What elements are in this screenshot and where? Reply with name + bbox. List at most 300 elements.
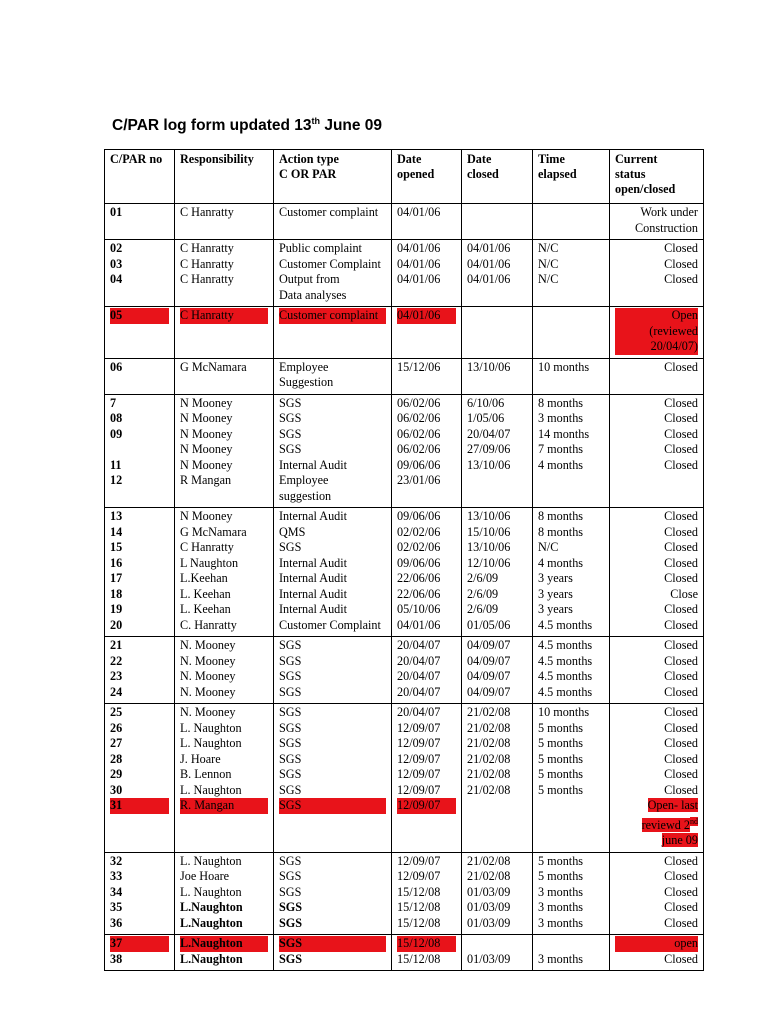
- closed-line: 13/10/06: [467, 457, 511, 472]
- action-line: SGS: [279, 684, 302, 699]
- resp-line: R Mangan: [180, 473, 232, 487]
- resp-line: N. Mooney: [180, 705, 236, 719]
- action-line: SGS: [279, 869, 302, 884]
- date-opened-cell: [392, 240, 462, 307]
- action-line: SGS: [279, 782, 302, 797]
- closed-line: 04/01/06: [467, 241, 511, 255]
- action-line: SGS: [279, 751, 302, 766]
- date-opened-cell: [392, 637, 462, 704]
- elapsed-line: 3 years: [538, 571, 573, 585]
- opened-line: 22/06/06: [397, 586, 441, 601]
- closed-line: 04/09/07: [467, 653, 511, 668]
- opened-line: 04/01/06: [397, 256, 441, 271]
- closed-line: 04/09/07: [467, 684, 511, 699]
- closed-line: 13/10/06: [467, 509, 511, 523]
- cpar-no-cell: [105, 307, 175, 359]
- no-line: 24: [110, 684, 123, 699]
- date-opened-cell: [392, 204, 462, 240]
- status-line: 20/04/07): [615, 339, 698, 355]
- status-line: Open- last: [647, 798, 698, 812]
- action-line: SGS: [279, 720, 302, 735]
- closed-line: 12/10/06: [467, 555, 511, 570]
- date-opened-cell: [392, 394, 462, 508]
- status-cell: [610, 935, 704, 971]
- elapsed-line: 3 months: [538, 951, 584, 966]
- opened-line: 04/01/06: [397, 241, 441, 255]
- opened-line: 12/09/07: [397, 798, 456, 814]
- no-line: 09: [110, 426, 123, 441]
- action-line: Internal Audit: [279, 457, 348, 472]
- status-line: Closed: [664, 869, 698, 884]
- status-line: Closed: [664, 602, 698, 616]
- status-line: Closed: [664, 359, 698, 374]
- table-row: [105, 704, 704, 853]
- resp-line: N Mooney: [180, 442, 233, 456]
- cpar-no-cell: [105, 852, 175, 935]
- status-line: Closed: [664, 395, 698, 410]
- header-cpar-no: C/PAR no: [105, 150, 175, 204]
- no-line: 14: [110, 524, 123, 539]
- action-line: Internal Audit: [279, 509, 348, 523]
- no-line: 18: [110, 586, 123, 601]
- no-line: 22: [110, 653, 123, 668]
- status-cell: [610, 852, 704, 935]
- resp-line: L. Naughton: [180, 720, 242, 735]
- time-elapsed-cell: [533, 852, 610, 935]
- closed-line: 01/03/09: [467, 900, 511, 915]
- action-line: Output from: [279, 272, 340, 286]
- time-elapsed-cell: [533, 508, 610, 637]
- closed-line: 27/09/06: [467, 442, 511, 456]
- date-opened-cell: [392, 704, 462, 853]
- table-row: [105, 935, 704, 971]
- opened-line: 12/09/07: [397, 853, 441, 868]
- action-line: SGS: [279, 884, 302, 899]
- no-line: 25: [110, 705, 123, 719]
- action-line: SGS: [279, 900, 303, 915]
- closed-line: 21/02/08: [467, 705, 511, 719]
- responsibility-cell: [175, 508, 274, 637]
- closed-line: 21/02/08: [467, 869, 511, 884]
- no-line: 33: [110, 869, 123, 884]
- no-line: 13: [110, 509, 123, 523]
- closed-line: 21/02/08: [467, 736, 511, 750]
- action-line: SGS: [279, 853, 302, 868]
- opened-line: 15/12/08: [397, 884, 441, 899]
- no-line: 16: [110, 555, 123, 570]
- elapsed-line: 4.5 months: [538, 684, 593, 699]
- date-opened-cell: [392, 358, 462, 394]
- resp-line: N Mooney: [180, 457, 233, 472]
- opened-line: 05/10/06: [397, 602, 441, 616]
- responsibility-cell: [175, 704, 274, 853]
- resp-line: B. Lennon: [180, 767, 232, 781]
- header-date-opened: Date opened: [392, 150, 462, 204]
- time-elapsed-cell: [533, 358, 610, 394]
- opened-line: 04/01/06: [397, 272, 441, 286]
- status-line: Closed: [664, 241, 698, 255]
- elapsed-line: 8 months: [538, 524, 584, 539]
- action-line: Employee: [279, 473, 329, 487]
- status-line: Open: [615, 308, 698, 324]
- opened-line: 23/01/06: [397, 473, 441, 487]
- date-closed-cell: [462, 935, 533, 971]
- status-line: Construction: [635, 220, 698, 235]
- header-time-elapsed: Time elapsed: [533, 150, 610, 204]
- status-line: Closed: [664, 669, 698, 683]
- closed-line: 21/02/08: [467, 853, 511, 868]
- status-line: Closed: [664, 540, 698, 554]
- no-line: 12: [110, 473, 123, 487]
- resp-line: G McNamara: [180, 524, 247, 539]
- closed-line: 2/6/09: [467, 602, 499, 616]
- elapsed-line: 3 years: [538, 602, 573, 616]
- resp-line: L.Naughton: [180, 915, 243, 930]
- action-type-cell: [274, 240, 392, 307]
- action-line: SGS: [279, 540, 302, 554]
- resp-line: N Mooney: [180, 395, 233, 410]
- resp-line: N Mooney: [180, 411, 233, 425]
- responsibility-cell: [175, 204, 274, 240]
- status-line: Closed: [664, 782, 698, 797]
- no-line: 04: [110, 272, 123, 286]
- no-line: 34: [110, 884, 123, 899]
- status-line: Closed: [664, 720, 698, 735]
- status-line: Closed: [664, 571, 698, 585]
- date-closed-cell: [462, 307, 533, 359]
- opened-line: 12/09/07: [397, 767, 441, 781]
- resp-line: L. Naughton: [180, 782, 242, 797]
- elapsed-line: 3 months: [538, 411, 584, 425]
- status-line: Closed: [664, 915, 698, 930]
- elapsed-line: 10 months: [538, 359, 590, 374]
- action-line: SGS: [279, 798, 386, 814]
- resp-line: N Mooney: [180, 509, 233, 523]
- no-line: 15: [110, 540, 123, 554]
- table-row: [105, 508, 704, 637]
- action-line: SGS: [279, 915, 303, 930]
- resp-line: N. Mooney: [180, 653, 236, 668]
- action-line: SGS: [279, 951, 303, 966]
- status-cell: [610, 358, 704, 394]
- date-closed-cell: [462, 240, 533, 307]
- cpar-no-cell: [105, 204, 175, 240]
- opened-line: 20/04/07: [397, 684, 441, 699]
- table-row: [105, 852, 704, 935]
- responsibility-cell: [175, 637, 274, 704]
- status-line: Closed: [664, 509, 698, 523]
- status-line: (reviewed: [615, 324, 698, 340]
- opened-line: 15/12/08: [397, 915, 441, 930]
- action-line: SGS: [279, 426, 302, 441]
- opened-line: 12/09/07: [397, 782, 441, 797]
- closed-line: 01/05/06: [467, 617, 511, 632]
- opened-line: 02/02/06: [397, 540, 441, 554]
- elapsed-line: 4.5 months: [538, 669, 593, 683]
- no-line: 03: [110, 256, 123, 271]
- no-line: 26: [110, 720, 123, 735]
- no-line: 37: [110, 936, 169, 952]
- table-row: [105, 394, 704, 508]
- no-line: 27: [110, 736, 123, 750]
- resp-line: L.Naughton: [180, 900, 243, 915]
- opened-line: 12/09/07: [397, 869, 441, 884]
- resp-line: C Hanratty: [180, 272, 234, 286]
- status-line: Closed: [664, 653, 698, 668]
- elapsed-line: 3 months: [538, 900, 584, 915]
- closed-line: 15/10/06: [467, 524, 511, 539]
- action-type-cell: [274, 852, 392, 935]
- action-line: SGS: [279, 705, 302, 719]
- date-closed-cell: [462, 358, 533, 394]
- closed-line: 04/09/07: [467, 669, 511, 683]
- resp-line: C Hanratty: [180, 540, 234, 554]
- header-status: Current status open/closed: [610, 150, 704, 204]
- action-line: Internal Audit: [279, 571, 348, 585]
- status-line: Closed: [664, 411, 698, 425]
- opened-line: 20/04/07: [397, 653, 441, 668]
- time-elapsed-cell: [533, 204, 610, 240]
- status-cell: [610, 204, 704, 240]
- cpar-no-cell: [105, 358, 175, 394]
- responsibility-cell: [175, 240, 274, 307]
- action-line: Customer Complaint: [279, 256, 381, 271]
- action-line: Data analyses: [279, 287, 347, 302]
- date-closed-cell: [462, 637, 533, 704]
- resp-line: J. Hoare: [180, 751, 221, 766]
- elapsed-line: [538, 936, 604, 952]
- resp-line: L.Naughton: [180, 936, 268, 952]
- resp-line: N. Mooney: [180, 684, 236, 699]
- status-line: Closed: [664, 272, 698, 286]
- resp-line: C Hanratty: [180, 205, 234, 219]
- status-line: Closed: [664, 884, 698, 899]
- elapsed-line: 5 months: [538, 767, 584, 781]
- action-line: Customer complaint: [279, 205, 379, 219]
- no-line: 23: [110, 669, 123, 683]
- action-line: Internal Audit: [279, 555, 348, 570]
- page-title: C/PAR log form updated 13th June 09: [112, 116, 383, 135]
- closed-line: 01/03/09: [467, 915, 511, 930]
- status-line: Closed: [664, 524, 698, 539]
- no-line: 02: [110, 241, 123, 255]
- table-row: [105, 307, 704, 359]
- status-cell: [610, 704, 704, 853]
- action-line: Internal Audit: [279, 602, 348, 616]
- time-elapsed-cell: [533, 704, 610, 853]
- status-line: Closed: [664, 442, 698, 456]
- no-line: [110, 442, 169, 458]
- closed-line: 1/05/06: [467, 411, 505, 425]
- opened-line: 04/01/06: [397, 617, 441, 632]
- table-row: [105, 240, 704, 307]
- resp-line: N Mooney: [180, 426, 233, 441]
- elapsed-line: 5 months: [538, 869, 584, 884]
- no-line: 20: [110, 617, 123, 632]
- action-line: Employee: [279, 359, 329, 374]
- action-line: Customer Complaint: [279, 617, 381, 632]
- resp-line: L. Naughton: [180, 736, 242, 750]
- time-elapsed-cell: [533, 240, 610, 307]
- action-line: suggestion: [279, 488, 332, 503]
- elapsed-line: 3 months: [538, 915, 584, 930]
- action-line: SGS: [279, 411, 302, 425]
- closed-line: 01/03/09: [467, 951, 511, 966]
- status-line: Closed: [664, 684, 698, 699]
- no-line: 21: [110, 638, 123, 652]
- resp-line: N. Mooney: [180, 669, 236, 683]
- time-elapsed-cell: [533, 394, 610, 508]
- action-line: Suggestion: [279, 375, 334, 389]
- closed-line: 21/02/08: [467, 767, 511, 781]
- resp-line: Joe Hoare: [180, 869, 230, 884]
- action-type-cell: [274, 704, 392, 853]
- no-line: 19: [110, 602, 123, 616]
- elapsed-line: 5 months: [538, 736, 584, 750]
- status-line: reviewd 2nd: [641, 816, 698, 832]
- resp-line: N. Mooney: [180, 638, 236, 652]
- header-date-closed: Date closed: [462, 150, 533, 204]
- opened-line: 04/01/06: [397, 308, 456, 324]
- elapsed-line: 8 months: [538, 509, 584, 523]
- closed-line: 13/10/06: [467, 359, 511, 374]
- elapsed-line: 3 months: [538, 884, 584, 899]
- opened-line: 06/02/06: [397, 442, 441, 456]
- action-line: SGS: [279, 736, 302, 750]
- no-line: 06: [110, 359, 123, 374]
- responsibility-cell: [175, 394, 274, 508]
- action-line: SGS: [279, 442, 302, 456]
- closed-line: 01/03/09: [467, 884, 511, 899]
- action-line: SGS: [279, 936, 386, 952]
- opened-line: 22/06/06: [397, 571, 441, 585]
- date-opened-cell: [392, 852, 462, 935]
- opened-line: 02/02/06: [397, 524, 441, 539]
- action-type-cell: [274, 358, 392, 394]
- status-line: Closed: [664, 853, 698, 868]
- time-elapsed-cell: [533, 935, 610, 971]
- status-line: Closed: [664, 900, 698, 915]
- closed-line: 04/01/06: [467, 256, 511, 271]
- status-cell: [610, 240, 704, 307]
- elapsed-line: N/C: [538, 540, 559, 554]
- resp-line: L. Naughton: [180, 853, 242, 868]
- no-line: 01: [110, 205, 123, 219]
- resp-line: C. Hanratty: [180, 617, 237, 632]
- closed-line: 21/02/08: [467, 782, 511, 797]
- no-line: 08: [110, 411, 123, 425]
- status-line: Closed: [664, 457, 698, 472]
- date-closed-cell: [462, 508, 533, 637]
- elapsed-line: 10 months: [538, 705, 590, 719]
- closed-line: 20/04/07: [467, 426, 511, 441]
- cpar-no-cell: [105, 240, 175, 307]
- status-line: Closed: [664, 426, 698, 441]
- time-elapsed-cell: [533, 637, 610, 704]
- date-opened-cell: [392, 307, 462, 359]
- elapsed-line: 4 months: [538, 555, 584, 570]
- opened-line: 04/01/06: [397, 205, 441, 219]
- cpar-log-table: [104, 149, 704, 971]
- status-line: Closed: [664, 256, 698, 271]
- cpar-no-cell: [105, 935, 175, 971]
- action-line: SGS: [279, 638, 302, 652]
- no-line: 28: [110, 751, 123, 766]
- elapsed-line: N/C: [538, 256, 559, 271]
- elapsed-line: 14 months: [538, 426, 590, 441]
- status-line: Close: [670, 586, 698, 601]
- action-line: SGS: [279, 767, 302, 781]
- resp-line: R. Mangan: [180, 798, 268, 814]
- closed-line: 21/02/08: [467, 751, 511, 766]
- status-line: Closed: [664, 951, 698, 966]
- responsibility-cell: [175, 358, 274, 394]
- action-type-cell: [274, 204, 392, 240]
- cpar-no-cell: [105, 637, 175, 704]
- status-line: june 09: [661, 833, 698, 848]
- opened-line: 20/04/07: [397, 638, 441, 652]
- opened-line: 15/12/08: [397, 951, 441, 966]
- elapsed-line: 4 months: [538, 457, 584, 472]
- action-type-cell: [274, 508, 392, 637]
- action-type-cell: [274, 394, 392, 508]
- date-closed-cell: [462, 852, 533, 935]
- action-type-cell: [274, 637, 392, 704]
- responsibility-cell: [175, 307, 274, 359]
- opened-line: 06/02/06: [397, 395, 441, 410]
- elapsed-line: 8 months: [538, 395, 584, 410]
- status-line: Closed: [664, 736, 698, 750]
- closed-line: 04/09/07: [467, 638, 511, 652]
- resp-line: L Naughton: [180, 555, 239, 570]
- status-line: Closed: [664, 617, 698, 632]
- elapsed-line: 5 months: [538, 782, 584, 797]
- no-line: 36: [110, 915, 123, 930]
- status-line: open: [615, 936, 698, 952]
- status-line: Closed: [664, 705, 698, 719]
- responsibility-cell: [175, 852, 274, 935]
- date-opened-cell: [392, 508, 462, 637]
- elapsed-line: 5 months: [538, 720, 584, 735]
- resp-line: G McNamara: [180, 359, 247, 374]
- status-cell: [610, 637, 704, 704]
- status-line: Closed: [664, 767, 698, 781]
- resp-line: L. Keehan: [180, 586, 231, 601]
- action-type-cell: [274, 935, 392, 971]
- status-line: Closed: [664, 751, 698, 766]
- no-line: 05: [110, 308, 169, 324]
- no-line: 17: [110, 571, 123, 585]
- cpar-no-cell: [105, 394, 175, 508]
- elapsed-line: 4.5 months: [538, 617, 593, 632]
- opened-line: 06/02/06: [397, 426, 441, 441]
- opened-line: 20/04/07: [397, 705, 441, 719]
- status-line: Closed: [664, 555, 698, 570]
- header-action-type: Action type C OR PAR: [274, 150, 392, 204]
- table-row: [105, 358, 704, 394]
- no-line: 35: [110, 900, 123, 915]
- resp-line: L.Naughton: [180, 951, 243, 966]
- opened-line: 12/09/07: [397, 720, 441, 735]
- status-line: Work under: [640, 205, 698, 219]
- opened-line: 12/09/07: [397, 736, 441, 750]
- elapsed-line: 4.5 months: [538, 653, 593, 668]
- resp-line: C Hanratty: [180, 241, 234, 255]
- date-closed-cell: [462, 204, 533, 240]
- opened-line: 12/09/07: [397, 751, 441, 766]
- closed-line: 2/6/09: [467, 571, 499, 585]
- header-row: [105, 150, 704, 204]
